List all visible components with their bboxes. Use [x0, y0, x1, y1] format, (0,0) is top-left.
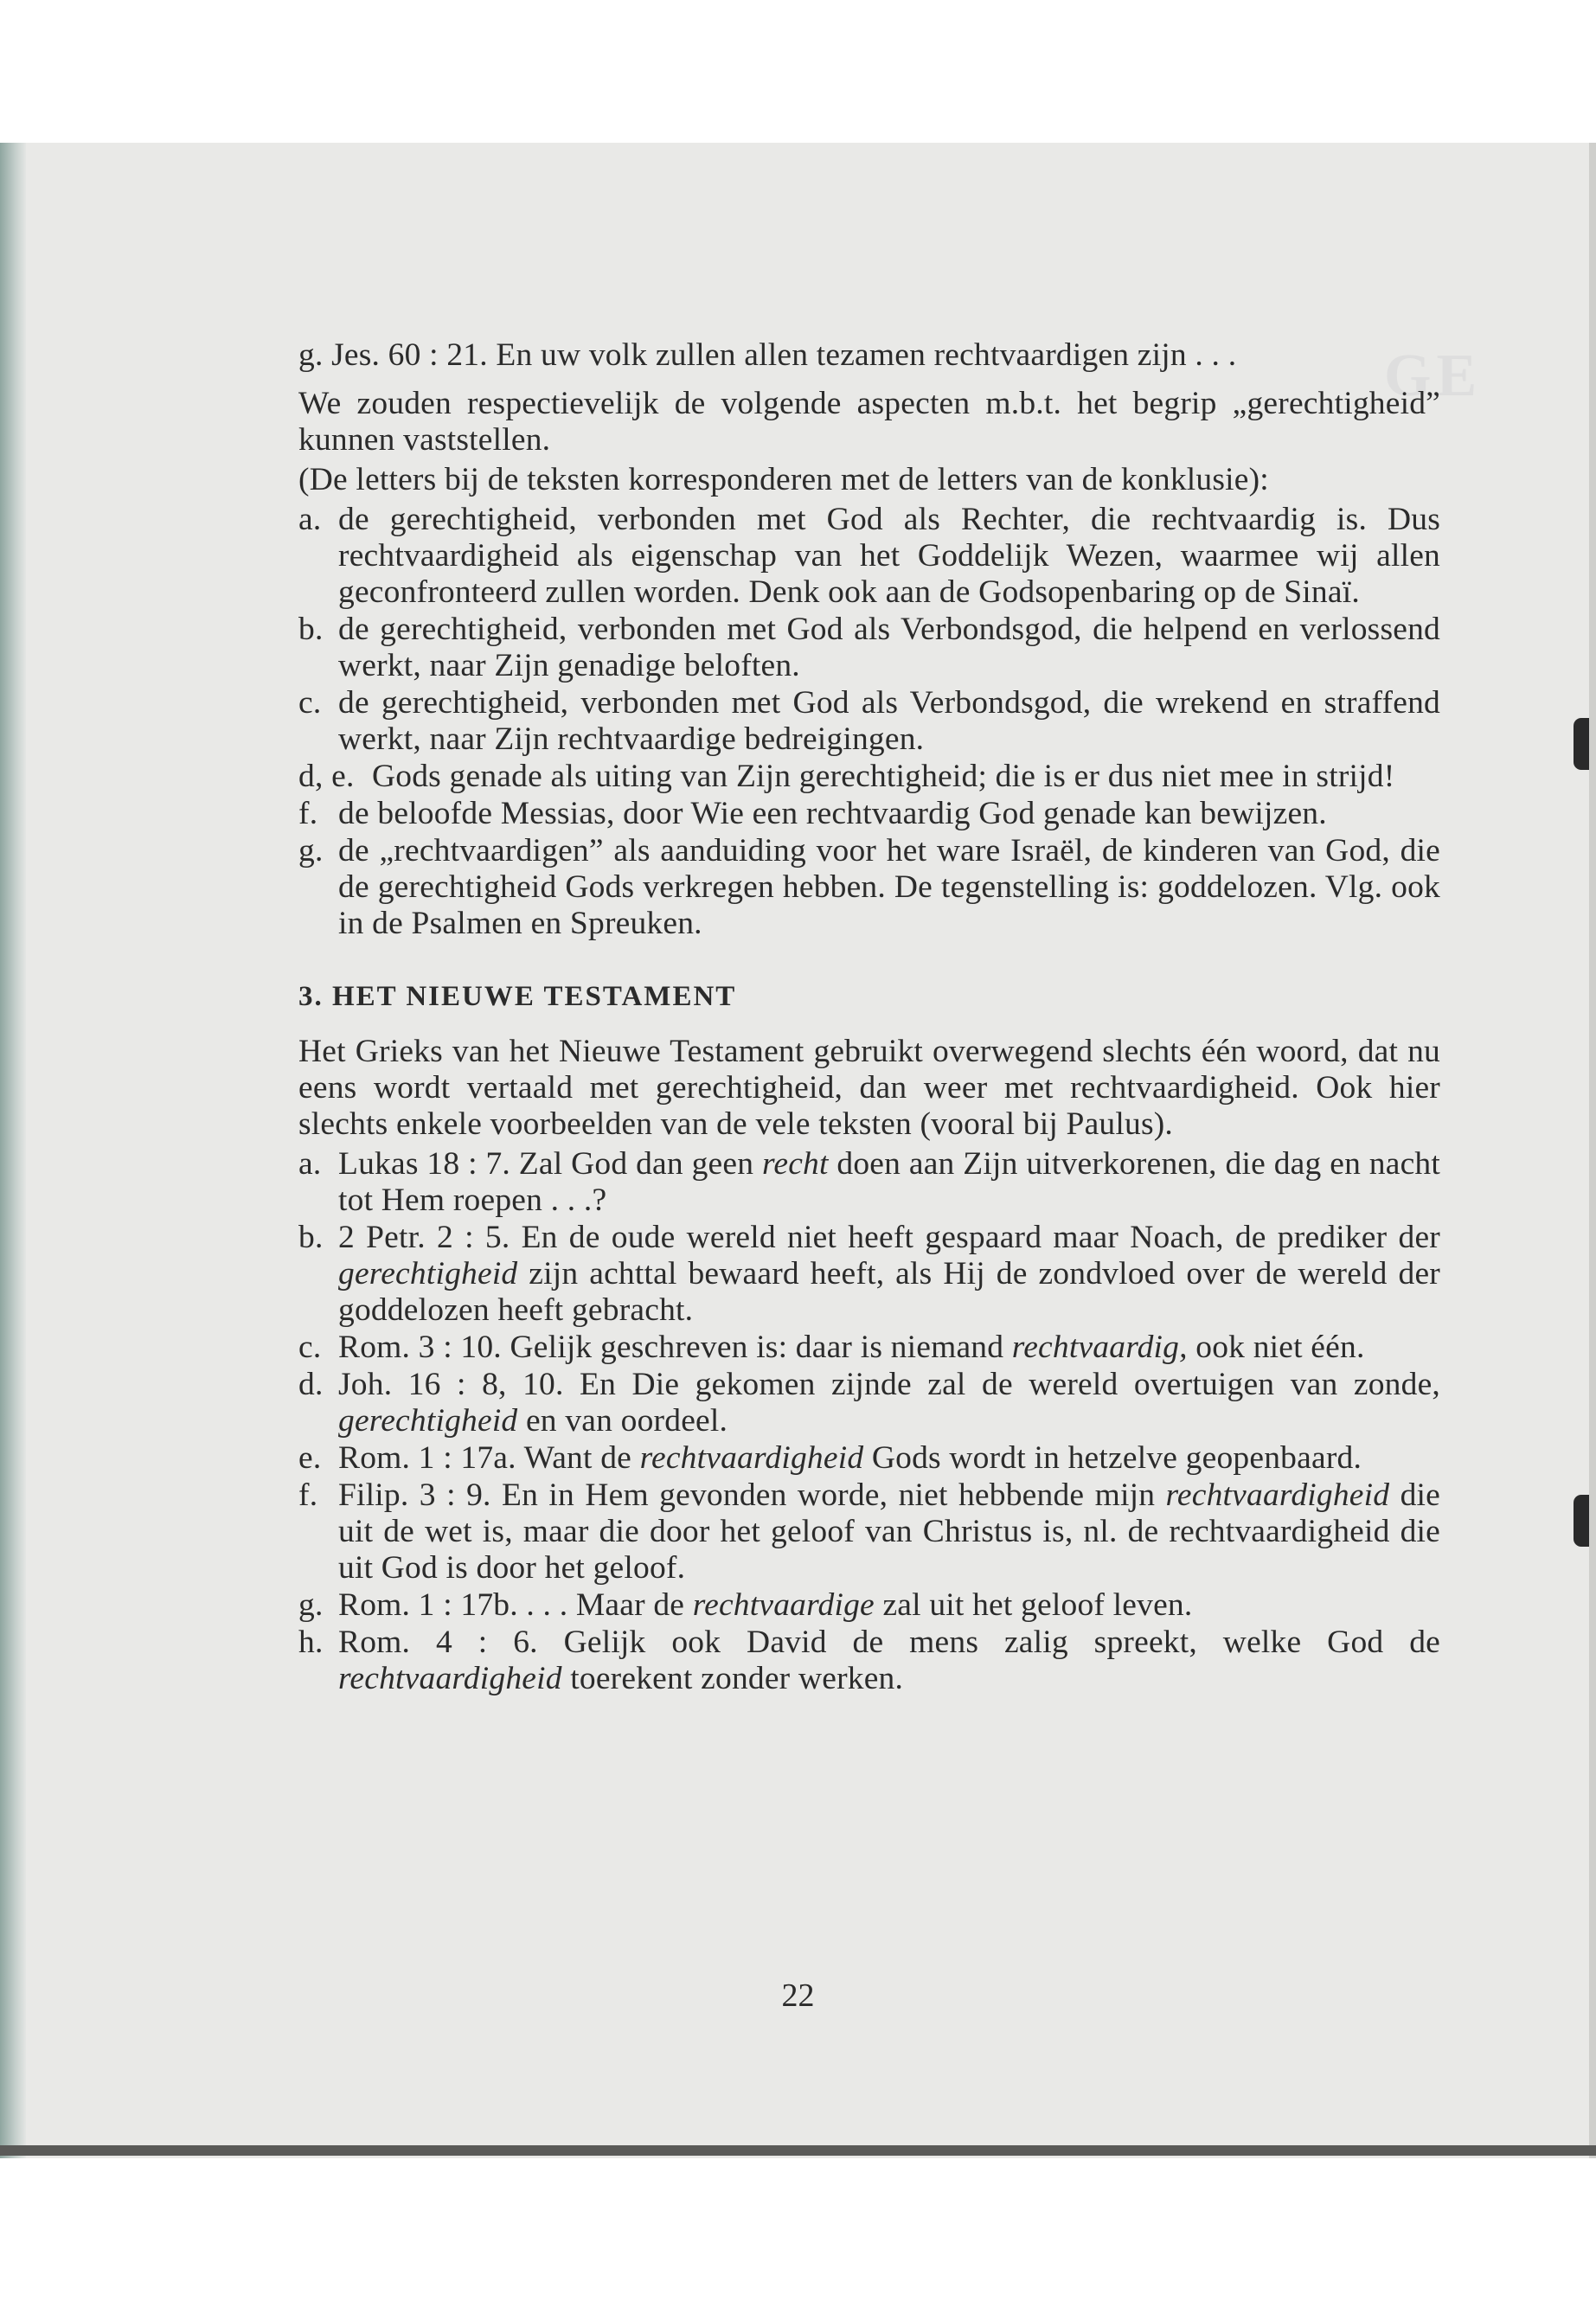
- page-number: 22: [781, 1977, 815, 2014]
- item-text: Joh. 16 : 8, 10. En Die gekomen zijnde zal de wereld overtuigen van zonde, gerechtigheid en van oordeel.: [338, 1367, 1440, 1439]
- item-text: Rom. 3 : 10. Gelijk geschreven is: daar is niemand rechtvaardig, ook niet één.: [338, 1330, 1365, 1365]
- item-marker: b.: [298, 612, 324, 647]
- item-marker: c.: [298, 1330, 322, 1365]
- item-marker: c.: [298, 685, 322, 721]
- item-marker: e.: [298, 1440, 322, 1476]
- item-marker: b.: [298, 1220, 324, 1255]
- item-marker: f.: [298, 796, 318, 831]
- item-marker: d.: [298, 1367, 324, 1402]
- item-marker: g.: [298, 833, 324, 868]
- list-item: [298, 1220, 1440, 1329]
- item-marker: h.: [298, 1625, 324, 1660]
- item-text: Rom. 1 : 17b. . . . Maar de rechtvaardige zal uit het geloof leven.: [338, 1587, 1193, 1623]
- item-text: Gods genade als uiting van Zijn gerechtigheid; die is er dus niet mee in strijd!: [372, 759, 1395, 794]
- list-item: [298, 612, 1440, 684]
- bleed-through-title: GE: [1384, 343, 1483, 409]
- item-text: de gerechtigheid, verbonden met God als Verbondsgod, die wrekend en straffend werkt, naar Zijn rechtvaardige bedreigingen.: [338, 685, 1440, 757]
- list-item: [298, 1330, 1440, 1366]
- list-item: [298, 502, 1440, 611]
- list-item: [298, 796, 1440, 832]
- intro-paragraph: We zouden respectievelijk de volgende aspecten m.b.t. het begrip „gerechtigheid” kunnen vaststellen.: [298, 386, 1440, 458]
- item-marker: g.: [298, 1587, 324, 1623]
- aspects-list: [298, 502, 1440, 942]
- nt-intro-paragraph: Het Grieks van het Nieuwe Testament gebruikt overwegend slechts één woord, dat nu eens wordt vertaald met gerechtigheid, dan weer met rechtvaardigheid. Ook hier slechts enkele voorbeelden van de vele teksten (vooral bij Paulus).: [298, 1034, 1440, 1142]
- section-heading: 3. HET NIEUWE TESTAMENT: [298, 981, 737, 1012]
- list-item: [298, 833, 1440, 942]
- item-text: de beloofde Messias, door Wie een rechtvaardig God genade kan bewijzen.: [338, 796, 1327, 831]
- page-edge-left: [0, 143, 26, 2158]
- item-marker: d, e.: [298, 759, 355, 794]
- binding-tab: [1574, 718, 1589, 770]
- item-text: 2 Petr. 2 : 5. En de oude wereld niet heeft gespaard maar Noach, de prediker der gerechtigheid zijn achttal bewaard heeft, als Hij de zondvloed over de wereld der goddelozen heeft gebracht.: [338, 1220, 1440, 1328]
- list-item: [298, 1367, 1440, 1439]
- item-text: Lukas 18 : 7. Zal God dan geen recht doen aan Zijn uitverkorenen, die dag en nacht tot Hem roepen . . .?: [338, 1146, 1441, 1218]
- item-text: Filip. 3 : 9. En in Hem gevonden worde, niet hebbende mijn rechtvaardigheid die uit de wet is, maar die door het geloof van Christus is, nl. de rechtvaardigheid die uit God is door het geloof.: [338, 1477, 1440, 1586]
- list-item: [298, 1587, 1440, 1624]
- page-edge-right: [1589, 143, 1596, 2158]
- item-marker: f.: [298, 1477, 318, 1513]
- list-item: [298, 1146, 1440, 1219]
- item-text: Rom. 1 : 17a. Want de rechtvaardigheid Gods wordt in hetzelve geopenbaard.: [338, 1440, 1362, 1476]
- binding-tab: [1574, 1495, 1589, 1547]
- item-text: de „rechtvaardigen” als aanduiding voor het ware Israël, de kinderen van God, die de gerechtigheid Gods verkregen hebben. De tegenstelling is: goddelozen. Vlg. ook in de Psalmen en Spreuken.: [338, 833, 1440, 941]
- item-text: Rom. 4 : 6. Gelijk ook David de mens zalig spreekt, welke God de rechtvaardigheid toerekent zonder werken.: [338, 1625, 1440, 1696]
- list-item: [298, 1625, 1440, 1697]
- list-item: [298, 1440, 1440, 1477]
- item-marker: a.: [298, 1146, 322, 1182]
- list-item: [298, 685, 1440, 758]
- item-text: de gerechtigheid, verbonden met God als Verbondsgod, die helpend en verlossend werkt, naar Zijn genadige beloften.: [338, 612, 1440, 683]
- nt-verses-list: [298, 1146, 1440, 1697]
- page-edge-bottom: [0, 2145, 1596, 2156]
- item-marker: a.: [298, 502, 322, 537]
- intro-line: g. Jes. 60 : 21. En uw volk zullen allen tezamen rechtvaardigen zijn . . .: [298, 337, 1237, 373]
- item-text: de gerechtigheid, verbonden met God als Rechter, die rechtvaardig is. Dus rechtvaardigheid als eigenschap van het Goddelijk Wezen, waarmee wij allen geconfronteerd zullen worden. Denk ook aan de Godsopenbaring op de Sinaï.: [338, 502, 1440, 610]
- page-body: [298, 337, 1440, 1698]
- list-item: [298, 759, 1440, 795]
- letters-note: (De letters bij de teksten korresponderen met de letters van de konklusie):: [298, 462, 1269, 497]
- list-item: [298, 1477, 1440, 1586]
